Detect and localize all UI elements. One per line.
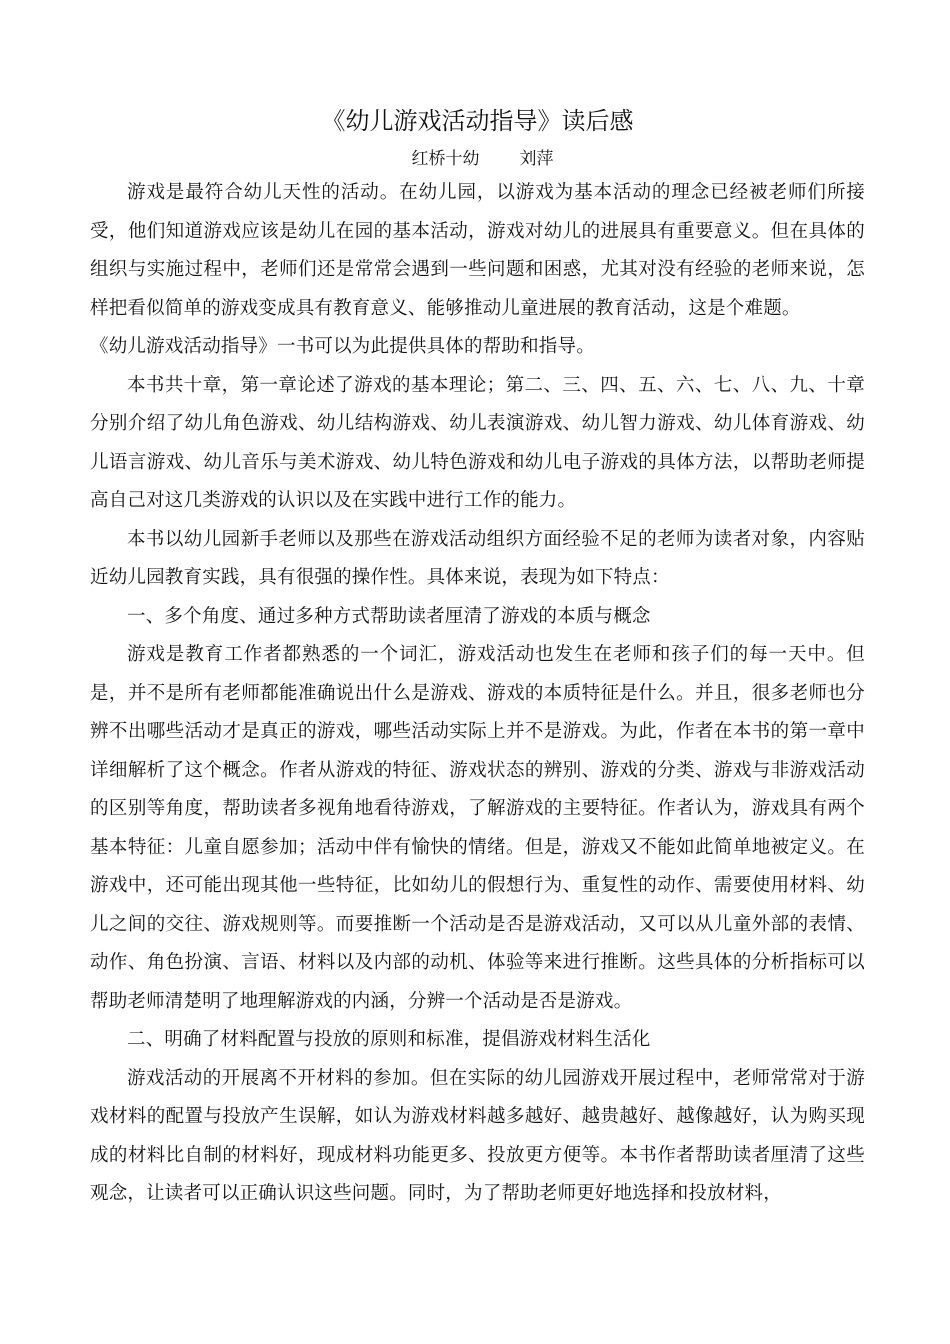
paragraph-1: 游戏是最符合幼儿天性的活动。在幼儿园，以游戏为基本活动的理念已经被老师们所接受，他们知道游戏应该是幼儿在园的基本活动，游戏对幼儿的进展具有重要意义。但在具体的组织与实施过程中，老师们还是常常会遇到一些问题和困惑，尤其对没有经验的老师来说，怎样把看似简单的游戏变成具有教育意义、能够推动儿童进展的教育活动，这是个难题。: [90, 182, 865, 319]
paragraph-4: 本书以幼儿园新手老师以及那些在游戏活动组织方面经验不足的老师为读者对象，内容贴近幼儿园教育实践，具有很强的操作性。具体来说，表现为如下特点：: [90, 528, 865, 588]
author-line: [90, 144, 865, 174]
section-heading-1: 一、多个角度、通过多种方式帮助读者厘清了游戏的本质与概念: [127, 605, 651, 627]
paragraph-2: 《幼儿游戏活动指导》一书可以为此提供具体的帮助和指导。: [90, 336, 595, 357]
section-heading-2: 二、明确了材料配置与投放的原则和标准，提倡游戏材料生活化: [127, 1029, 651, 1050]
paragraph-3: 本书共十章，第一章论述了游戏的基本理论；第二、三、四、五、六、七、八、九、十章分别介绍了幼儿角色游戏、幼儿结构游戏、幼儿表演游戏、幼儿智力游戏、幼儿体育游戏、幼儿语言游戏、幼儿音乐与美术游戏、幼儿特色游戏和幼儿电子游戏的具体方法，以帮助老师提高自己对这几类游戏的认识以及在实践中进行工作的能力。: [90, 374, 865, 511]
paragraph-6: 游戏活动的开展离不开材料的参加。但在实际的幼儿园游戏开展过程中，老师常常对于游戏材料的配置与投放产生误解，如认为游戏材料越多越好、越贵越好、越像越好，认为购买现成的材料比自制的材料好，现成材料功能更多、投放更方便等。本书作者帮助读者厘清了这些观念，让读者可以正确认识这些问题。同时，为了帮助老师更好地选择和投放材料，: [90, 1067, 865, 1204]
school-name: 红桥十幼: [411, 149, 480, 169]
document-title: 《幼儿游戏活动指导》读后感: [321, 107, 634, 135]
document-page: [90, 98, 865, 1214]
paragraph-5: 游戏是教育工作者都熟悉的一个词汇，游戏活动也发生在老师和孩子们的每一天中。但是，并不是所有老师都能准确说出什么是游戏、游戏的本质特征是什么。并且，很多老师也分辨不出哪些活动才是真正的游戏，哪些活动实际上并不是游戏。为此，作者在本书的第一章中详细解析了这个概念。作者从游戏的特征、游戏状态的辨别、游戏的分类、游戏与非游戏活动的区别等角度，帮助读者多视角地看待游戏，了解游戏的主要特征。作者认为，游戏具有两个基本特征：儿童自愿参加；活动中伴有愉快的情绪。但是，游戏又不能如此简单地被定义。在游戏中，还可能出现其他一些特征，比如幼儿的假想行为、重复性的动作、需要使用材料、幼儿之间的交往、游戏规则等。而要推断一个活动是否是游戏活动，又可以从儿童外部的表情、动作、角色扮演、言语、材料以及内部的动机、体验等来进行推断。这些具体的分析指标可以帮助老师清楚明了地理解游戏的内涵，分辨一个活动是否是游戏。: [90, 644, 865, 1012]
author-name: 刘萍: [519, 149, 554, 169]
